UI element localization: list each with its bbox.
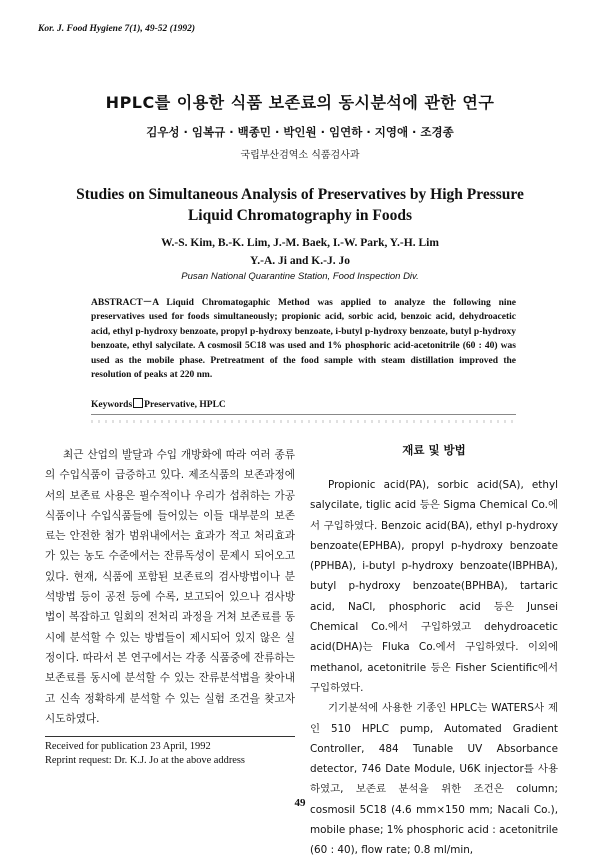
abstract: ABSTRACT－A Liquid Chromatogaphic Method was applied to analyze the following nine preservatives used for foods simultaneously; propionic acid, sorbic acid, benzoic acid, dehydroacetic acid, ethyl p-hydroxy benzoate, propyl p-hydroxy benzoate, i-butyl p-hydroxy benzoate, butyl p-hydroxy benzoate, ethyl salycilate. A cosmosil 5C18 was used and 1% phosphoric acid-acetonitrile (60 : 40) was used as the mobile phase. Pretreatment of the food sample with steam distillation improved the resolution of peaks at 220 nm.	[91, 298, 516, 381]
footnote-divider	[45, 736, 295, 737]
korean-authors: 김우성 · 임복규 · 백종민 · 박인원 · 임연하 · 지영애 · 조경종	[146, 125, 454, 139]
keywords-line	[91, 398, 226, 410]
keywords-value: Preservative, HPLC	[144, 400, 226, 410]
footnote-reprint: Reprint request: Dr. K.J. Jo at the above address	[45, 755, 245, 766]
english-authors	[60, 234, 540, 270]
checkbox-glyph-icon	[133, 398, 143, 408]
section-heading: 재료 및 방법	[402, 443, 466, 457]
english-title: Studies on Simultaneous Analysis of Preservatives by High Pressure Liquid Chromatography in Foods	[76, 186, 524, 224]
korean-affiliation: 국립부산검역소 식품검사과	[240, 150, 360, 161]
methods-paragraph-1: Propionic acid(PA), sorbic acid(SA), ethyl salycilate, tiglic acid 등은 Sigma Chemical Co.에서 구입하였다. Benzoic acid(BA), ethyl p-hydroxy benzoate(EPHBA), propyl p-hydroxy benzoate (PPHBA), i-butyl p-hydroxy benzoate(IBPHBA), butyl p-hydroxy benzoate(BPHBA), tartaric acid, NaCl, phosphoric acid 등은 Junsei Chemical Co.에서 구입하였고 dehydroacetic acid(DHA)는 Fluka Co.에서 구입하였다. 이외에 methanol, acetonitrile 등은 Fisher Scientific에서 구입하였다.	[310, 479, 558, 694]
page-number: 49	[294, 797, 306, 809]
footnote-received: Received for publication 23 April, 1992	[45, 741, 211, 752]
english-authors-line1: W.-S. Kim, B.-K. Lim, J.-M. Baek, I.-W. Park, Y.-H. Lim	[161, 237, 439, 249]
divider	[91, 414, 516, 415]
scan-noise	[91, 420, 516, 423]
keywords-label: Keywords	[91, 400, 133, 410]
english-affiliation: Pusan National Quarantine Station, Food Inspection Div.	[181, 271, 419, 282]
journal-header: Kor. J. Food Hygiene 7(1), 49-52 (1992)	[38, 24, 196, 34]
methods-paragraph-2: 기기분석에 사용한 기종인 HPLC는 WATERS사 제인 510 HPLC pump, Automated Gradient Controller, 484 Tunable UV Absorbance detector, 746 Date Module, U6K injector를 사용하였고, 보존료 분석을 위한 조건은 column; cosmosil 5C18 (4.6 mm×150 mm; Nacali Co.), mobile phase; 1% phosphoric acid : acetonitrile (60 : 40), flow rate; 0.8 ml/min,	[310, 702, 558, 857]
footnote	[45, 740, 305, 768]
introduction-text: 최근 산업의 발달과 수입 개방화에 따라 여러 종류의 수입식품이 급증하고 있다. 제조식품의 보존과정에서의 보존료 사용은 필수적이나 우리가 섭취하는 가공식품이나 수입식품들에 들어있는 이들 대부분의 보존료는 안전한 첨가 범위내에서는 효과가 적고 처리효과가 있는 농도 수준에서는 잔류독성이 문제시 되어오고 있다. 현재, 식품에 포함된 보존료의 검사방법이나 분석방법 등이 공전 등에 수록, 보고되어 있으나 검사방법이 복잡하고 일회의 전처리 과정을 거쳐 보존료를 동시에 분석할 수 있는 방법들이 제시되어 있지 않은 실정이다. 따라서 본 연구에서는 각종 식품중에 잔류하는 보존료를 동시에 분석할 수 있는 잔류분석법을 찾아내고 신속 정확하게 분석할 수 있는 실험 조건을 찾고자 시도하였다.	[45, 449, 295, 725]
korean-title: HPLC를 이용한 식품 보존료의 동시분석에 관한 연구	[105, 93, 495, 112]
english-authors-line2: Y.-A. Ji and K.-J. Jo	[250, 255, 350, 267]
